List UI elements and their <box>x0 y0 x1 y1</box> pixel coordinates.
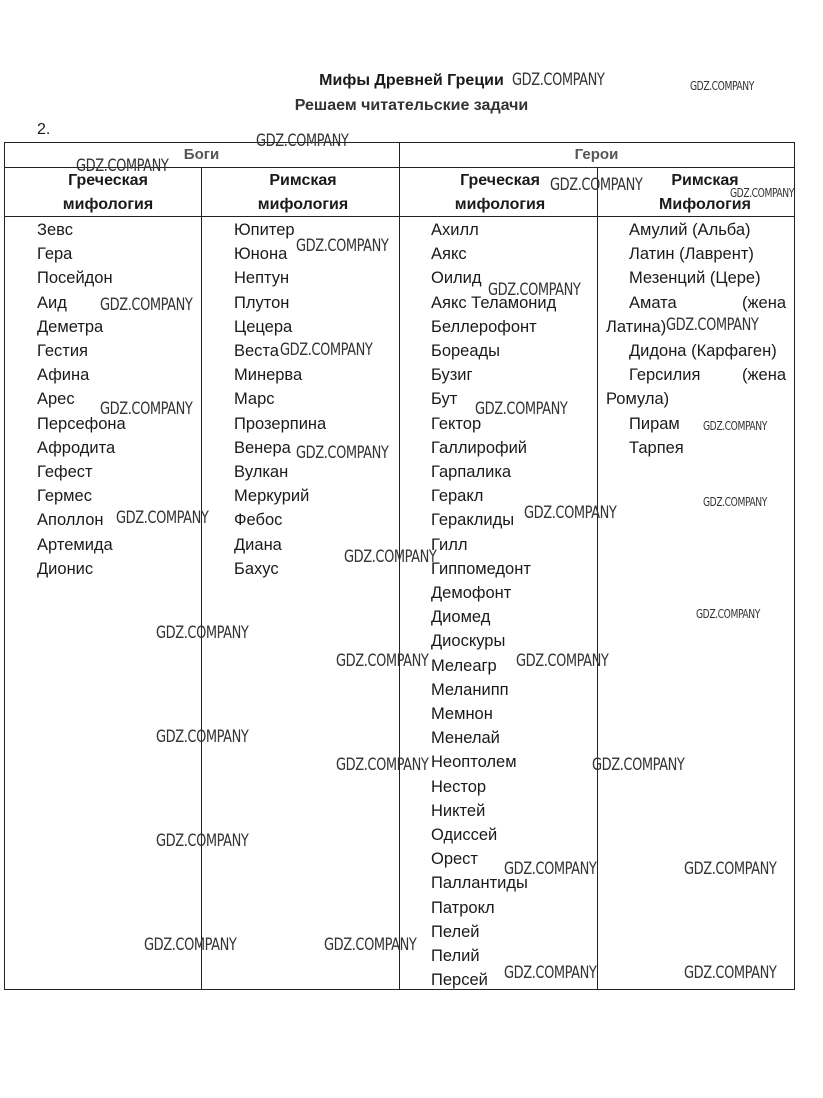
greek-god-item: Артемида <box>37 535 113 554</box>
greek-hero-item: Персей <box>431 971 488 990</box>
roman-hero-item: Пирам <box>629 414 680 433</box>
greek-god-item: Гестия <box>37 342 88 361</box>
roman-god-item: Нептун <box>234 269 290 288</box>
watermark: GDZ.COMPANY <box>524 503 617 523</box>
watermark: GDZ.COMPANY <box>684 859 777 879</box>
watermark: GDZ.COMPANY <box>504 859 597 879</box>
group-header-heroes: Герои <box>574 146 619 163</box>
column-header-greek-heroes: Греческая мифология <box>454 172 546 213</box>
greek-hero-item: Беллерофонт <box>431 317 537 336</box>
greek-hero-item: Демофонт <box>431 584 512 603</box>
greek-hero-item: Бореады <box>431 342 501 361</box>
table-right-border <box>794 142 795 990</box>
greek-hero-item: Орест <box>431 850 478 869</box>
greek-hero-item: Неоптолем <box>431 753 517 772</box>
watermark: GDZ.COMPANY <box>344 547 437 567</box>
roman-god-item: Бахус <box>234 559 279 578</box>
roman-god-item: Меркурий <box>234 487 310 506</box>
greek-hero-item: Мемнон <box>431 705 493 724</box>
greek-hero-item: Диоскуры <box>431 632 506 651</box>
greek-hero-item: Бузиг <box>431 366 473 385</box>
greek-hero-item: Гиппомедонт <box>431 559 531 578</box>
roman-god-item: Веста <box>234 342 279 361</box>
watermark: GDZ.COMPANY <box>116 508 209 528</box>
greek-hero-item: Менелай <box>431 729 500 748</box>
watermark: GDZ.COMPANY <box>156 727 249 747</box>
roman-god-item: Прозерпина <box>234 414 327 433</box>
greek-hero-item: Гарпалика <box>431 463 512 482</box>
watermark: GDZ.COMPANY <box>550 175 643 195</box>
greek-god-item: Аполлон <box>37 511 104 530</box>
watermark: GDZ.COMPANY <box>296 443 389 463</box>
watermark: GDZ.COMPANY <box>336 651 429 671</box>
watermark: GDZ.COMPANY <box>696 607 760 621</box>
page-title: Мифы Древней Греции <box>319 72 504 89</box>
greek-hero-item: Пелей <box>431 922 480 941</box>
roman-god-item: Фебос <box>234 511 283 530</box>
roman-gods-list <box>234 218 394 581</box>
watermark: GDZ.COMPANY <box>504 963 597 983</box>
greek-hero-item: Диомед <box>431 608 491 627</box>
watermark: GDZ.COMPANY <box>592 755 685 775</box>
roman-hero-item: Латин (Лаврент) <box>629 245 754 264</box>
watermark: GDZ.COMPANY <box>156 831 249 851</box>
watermark: GDZ.COMPANY <box>475 399 568 419</box>
greek-hero-item: Пелий <box>431 947 480 966</box>
greek-hero-item: Паллантиды <box>431 874 528 893</box>
greek-god-item: Афродита <box>37 438 116 457</box>
watermark: GDZ.COMPANY <box>730 186 794 200</box>
roman-god-item: Марс <box>234 390 275 409</box>
roman-god-item: Диана <box>234 535 282 554</box>
greek-god-item: Персефона <box>37 414 126 433</box>
watermark: GDZ.COMPANY <box>144 935 237 955</box>
greek-hero-item: Одиссей <box>431 826 498 845</box>
watermark: GDZ.COMPANY <box>296 236 389 256</box>
roman-hero-item: Амулий (Альба) <box>629 221 751 239</box>
greek-hero-item: Патрокл <box>431 898 495 917</box>
roman-hero-item: Тарпея <box>629 438 684 457</box>
column-header-roman-gods: Римская мифология <box>257 172 349 213</box>
watermark: GDZ.COMPANY <box>280 340 373 360</box>
greek-god-item: Гера <box>37 245 73 264</box>
watermark: GDZ.COMPANY <box>100 295 193 315</box>
greek-hero-item: Меланипп <box>431 680 509 699</box>
watermark: GDZ.COMPANY <box>76 156 169 176</box>
greek-god-item: Аид <box>37 293 67 312</box>
column-divider-1 <box>201 167 202 990</box>
greek-god-item: Деметра <box>37 317 104 336</box>
roman-god-item: Цецера <box>234 317 293 336</box>
greek-god-item: Дионис <box>37 559 94 578</box>
watermark: GDZ.COMPANY <box>703 419 767 433</box>
greek-hero-item: Аякс <box>431 245 467 264</box>
roman-god-item: Юнона <box>234 245 288 264</box>
column-header-greek-gods: Греческая мифология <box>62 172 154 213</box>
table-left-border <box>4 142 5 990</box>
watermark: GDZ.COMPANY <box>100 399 193 419</box>
watermark: GDZ.COMPANY <box>516 651 609 671</box>
greek-hero-item: Геракл <box>431 487 484 506</box>
column-header-roman-heroes: Римская Мифология <box>659 172 751 213</box>
watermark: GDZ.COMPANY <box>690 79 754 93</box>
roman-god-item: Венера <box>234 438 291 457</box>
roman-hero-item: Герсилия (жена Ромула) <box>606 366 786 409</box>
watermark: GDZ.COMPANY <box>324 935 417 955</box>
greek-hero-item: Гектор <box>431 414 482 433</box>
watermark: GDZ.COMPANY <box>666 315 759 335</box>
roman-god-item: Вулкан <box>234 463 289 482</box>
task-number: 2. <box>37 121 51 138</box>
greek-hero-item: Галлирофий <box>431 438 528 457</box>
greek-hero-item: Никтей <box>431 801 486 820</box>
watermark: GDZ.COMPANY <box>156 623 249 643</box>
greek-god-item: Афина <box>37 366 90 385</box>
column-divider-3 <box>597 167 598 990</box>
watermark: GDZ.COMPANY <box>703 495 767 509</box>
watermark: GDZ.COMPANY <box>256 131 349 151</box>
watermark: GDZ.COMPANY <box>512 70 605 90</box>
greek-god-item: Посейдон <box>37 269 113 288</box>
greek-hero-item: Бут <box>431 390 458 409</box>
greek-hero-item: Аякс Теламонид <box>431 293 557 312</box>
greek-hero-item: Гилл <box>431 535 468 554</box>
greek-hero-item: Ахилл <box>431 221 479 239</box>
greek-god-item: Арес <box>37 390 75 409</box>
greek-god-item: Зевс <box>37 221 73 239</box>
greek-hero-item: Гераклиды <box>431 511 515 530</box>
greek-god-item: Гефест <box>37 463 93 482</box>
roman-god-item: Плутон <box>234 293 290 312</box>
roman-hero-item: Дидона (Карфаген) <box>629 342 777 361</box>
greek-hero-item: Мелеагр <box>431 656 497 675</box>
greek-hero-item: Оилид <box>431 269 482 288</box>
greek-god-item: Гермес <box>37 487 92 506</box>
roman-hero-item: Мезенций (Цере) <box>629 269 761 288</box>
watermark: GDZ.COMPANY <box>488 280 581 300</box>
roman-hero-item: Амата (жена Латина) <box>606 293 786 336</box>
greek-hero-item: Нестор <box>431 777 487 796</box>
page-subtitle: Решаем читательские задачи <box>294 97 529 114</box>
roman-god-item: Юпитер <box>234 221 295 239</box>
watermark: GDZ.COMPANY <box>684 963 777 983</box>
watermark: GDZ.COMPANY <box>336 755 429 775</box>
roman-god-item: Минерва <box>234 366 303 385</box>
group-header-gods: Боги <box>183 146 220 163</box>
